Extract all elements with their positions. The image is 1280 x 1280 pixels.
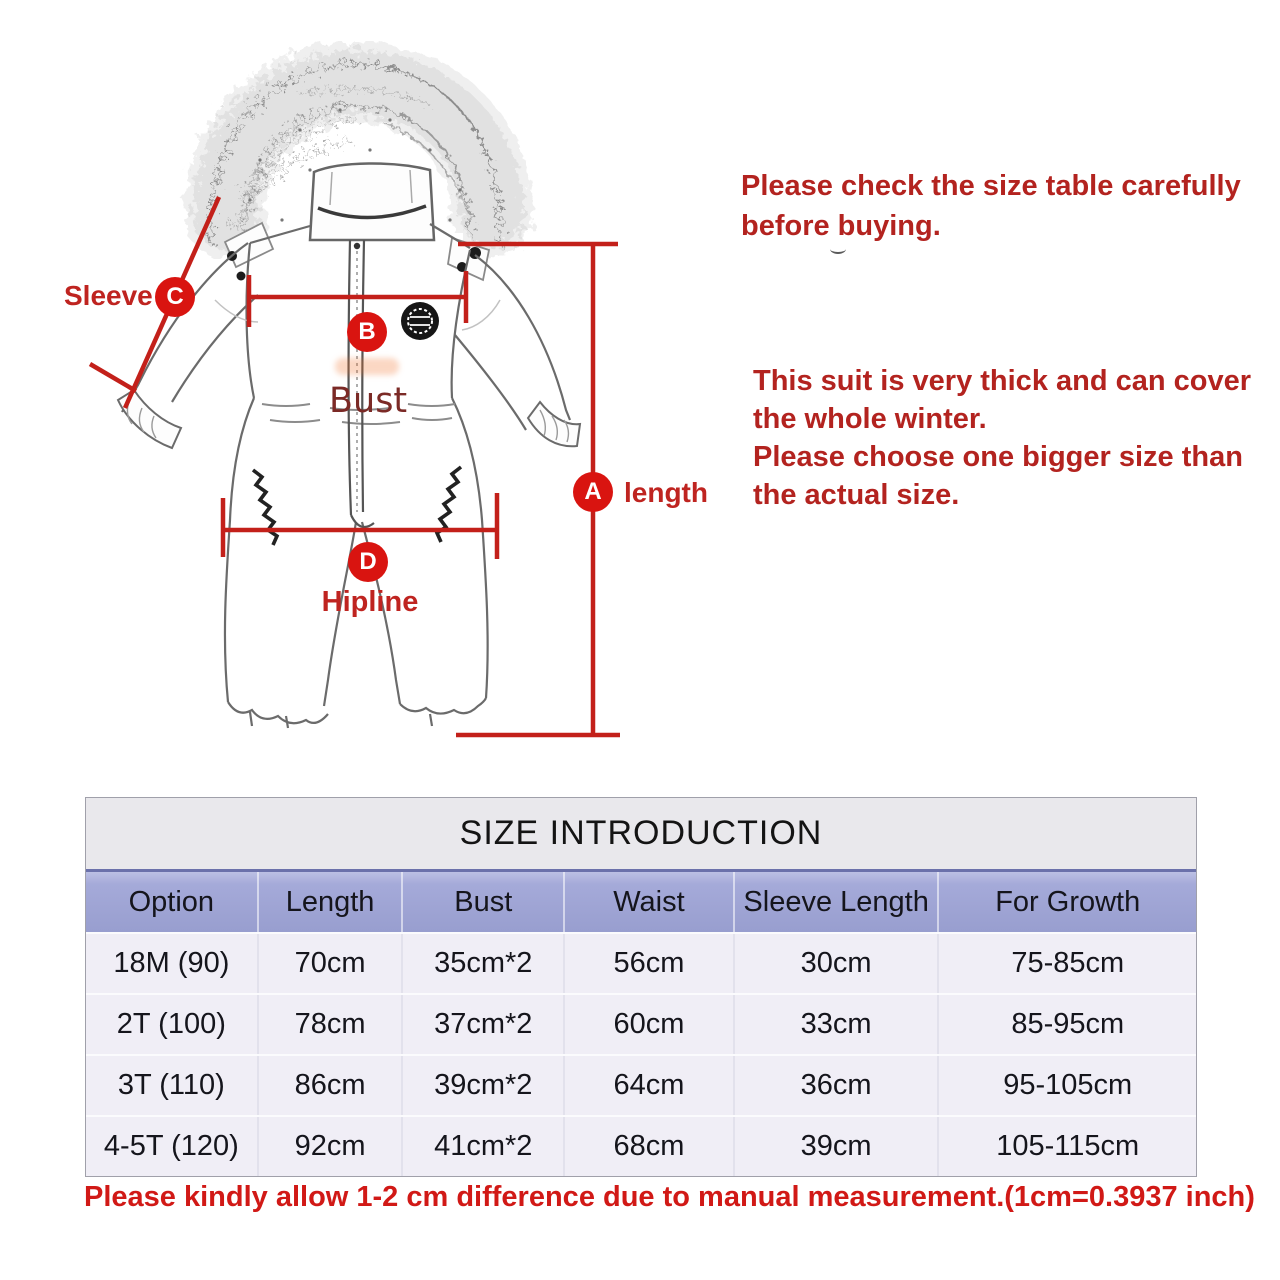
note-check-size	[741, 166, 1241, 246]
left-pocket-zipper	[253, 470, 277, 545]
chest-logo	[401, 302, 439, 340]
cell: 92cm	[259, 1117, 404, 1176]
note-measurement-tolerance: Please kindly allow 1-2 cm difference due to manual measurement.(1cm=0.3937 inch)	[84, 1181, 1255, 1213]
sleeve-label: Sleeve	[64, 280, 153, 311]
col-sleeve-length: Sleeve Length	[735, 872, 940, 932]
cell: 78cm	[259, 995, 404, 1054]
cell: 95-105cm	[1003, 1069, 1133, 1101]
note-line: Please choose one bigger size than	[753, 441, 1243, 473]
marker-d: D	[348, 542, 388, 582]
note-line: the actual size.	[753, 479, 960, 511]
note-thick-suit	[753, 362, 1251, 514]
cell: 75-85cm	[1011, 947, 1125, 979]
cell: 35cm*2	[403, 934, 565, 993]
cell: 4-5T (120)	[86, 1117, 259, 1176]
cell: 30cm	[735, 934, 940, 993]
cell: 60cm	[565, 995, 735, 1054]
length-label: length	[624, 477, 708, 508]
col-bust: Bust	[403, 872, 565, 932]
cell: 105-115cm	[996, 1130, 1140, 1162]
note-line: This suit is very thick and can cover	[753, 365, 1252, 397]
cell: 39cm	[735, 1117, 940, 1176]
note-line: the whole winter.	[753, 403, 987, 435]
marker-a: A	[573, 472, 613, 512]
table-row	[86, 993, 1196, 1054]
cell: 64cm	[565, 1056, 735, 1115]
stray-mark	[830, 244, 846, 254]
marker-c: C	[155, 277, 195, 317]
hipline-label: Hipline	[321, 586, 419, 618]
bust-label: Bust	[329, 381, 408, 421]
table-row	[86, 1115, 1196, 1176]
cell: 85-95cm	[1011, 1008, 1125, 1040]
col-option: Option	[86, 872, 259, 932]
note-line: Please check the size table carefully	[741, 170, 1241, 202]
cell: 3T (110)	[86, 1056, 259, 1115]
cell: 2T (100)	[86, 995, 259, 1054]
cell: 41cm*2	[403, 1117, 565, 1176]
cell: 70cm	[259, 934, 404, 993]
cell: 37cm*2	[403, 995, 565, 1054]
table-row	[86, 932, 1196, 993]
size-table-title: SIZE INTRODUCTION	[86, 798, 1196, 872]
cell: 39cm*2	[403, 1056, 565, 1115]
cell: 56cm	[565, 934, 735, 993]
cell: 86cm	[259, 1056, 404, 1115]
size-table-header	[86, 872, 1196, 932]
cell: 68cm	[565, 1117, 735, 1176]
size-table	[85, 797, 1197, 1177]
col-waist: Waist	[565, 872, 735, 932]
col-for-growth: For Growth	[995, 885, 1141, 918]
cell: 18M (90)	[86, 934, 259, 993]
col-length: Length	[259, 872, 404, 932]
cell: 36cm	[735, 1056, 940, 1115]
faded-highlight	[335, 358, 399, 375]
marker-b: B	[347, 312, 387, 352]
note-line: before buying.	[741, 210, 941, 242]
table-row	[86, 1054, 1196, 1115]
cell: 33cm	[735, 995, 940, 1054]
